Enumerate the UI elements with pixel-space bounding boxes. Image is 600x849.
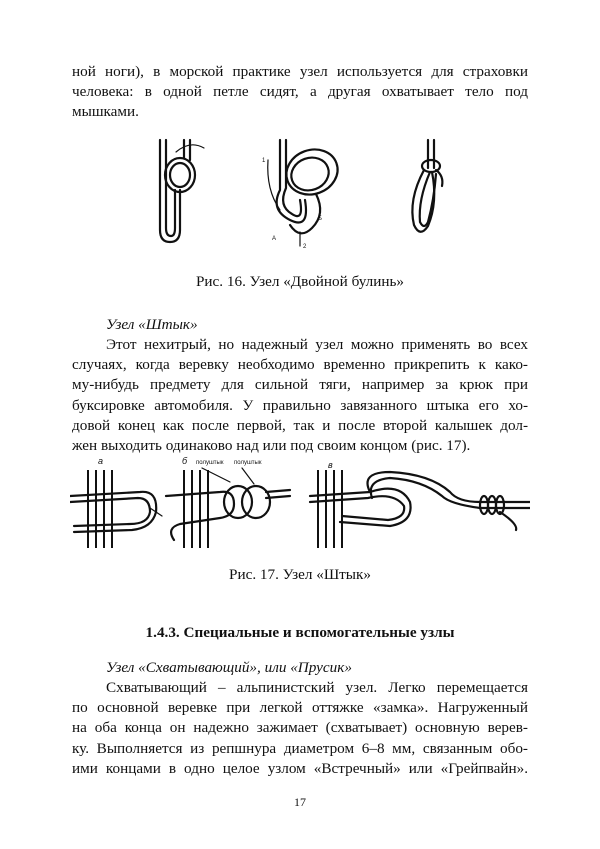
bowline-step-2-drawing — [262, 140, 344, 250]
shtyk-line: довой конец как после первой, так и после второй калышек дол- — [72, 416, 528, 434]
section-heading: 1.4.3. Специальные и вспомогательные узлы — [145, 624, 455, 641]
shtyk-line: случаях, когда веревку необходимо временно прикрепить к како- — [72, 356, 528, 374]
prusik-paragraph — [72, 678, 528, 779]
label-v: в — [328, 460, 333, 470]
label-1: 1 — [262, 158, 266, 164]
intro-line: человека: в одной петле сидят, а другая охватывает тело под — [72, 83, 528, 101]
shtyk-line: буксировке автомобиля. У правильно завязанного штыка его хо- — [72, 396, 528, 414]
bowline-finished-drawing — [412, 140, 442, 232]
prusik-line: ими концами в одно целое узлом «Встречный» или «Грейпвайн». — [72, 759, 528, 777]
shtyk-step-v-drawing — [310, 460, 530, 548]
label-half-hitch-1: полуштык — [196, 460, 224, 466]
prusik-line: на оба конца он надежно зажимает (схватывает) основную верев- — [72, 719, 528, 737]
label-b: Б — [318, 216, 322, 222]
intro-line: ной ноги), в морской практике узел используется для страховки — [72, 63, 528, 80]
prusik-line: по основной веревке при легкой оттяжке «замка». Нагруженный — [72, 699, 528, 717]
label-b: б — [182, 456, 188, 466]
shtyk-step-b-drawing — [166, 456, 290, 548]
page-number: 17 — [294, 795, 306, 809]
shtyk-paragraph — [72, 335, 528, 456]
shtyk-title: Узел «Штык» — [106, 316, 198, 333]
bowline-step-1-drawing — [160, 140, 204, 242]
shtyk-line: му-нибудь предмету для сильной тяги, например за крюк при — [72, 376, 528, 394]
shtyk-line: Этот нехитрый, но надежный узел можно применять во всех — [106, 336, 528, 353]
figure-16-double-bowline-illustration — [140, 130, 480, 260]
label-a: а — [98, 456, 104, 466]
intro-paragraph — [72, 62, 528, 123]
label-a: А — [272, 236, 277, 242]
figure-17-shtyk-illustration — [70, 452, 530, 552]
prusik-line: ку. Выполняется из репшнура диаметром 6–8 мм, связанным обо- — [72, 739, 528, 757]
shtyk-step-a-drawing — [70, 456, 162, 548]
prusik-title: Узел «Схватывающий», или «Прусик» — [106, 659, 352, 676]
label-half-hitch-2: полуштык — [234, 460, 262, 466]
prusik-line: Схватывающий – альпинистский узел. Легко перемещается — [106, 679, 528, 696]
intro-line: мышками. — [72, 103, 139, 121]
label-2: 2 — [303, 244, 307, 250]
shtyk-line: жен выходить одинаково над или под своим концом (рис. 17). — [72, 437, 471, 455]
figure-17-caption: Рис. 17. Узел «Штык» — [229, 566, 371, 583]
figure-16-caption: Рис. 16. Узел «Двойной булинь» — [195, 273, 405, 290]
